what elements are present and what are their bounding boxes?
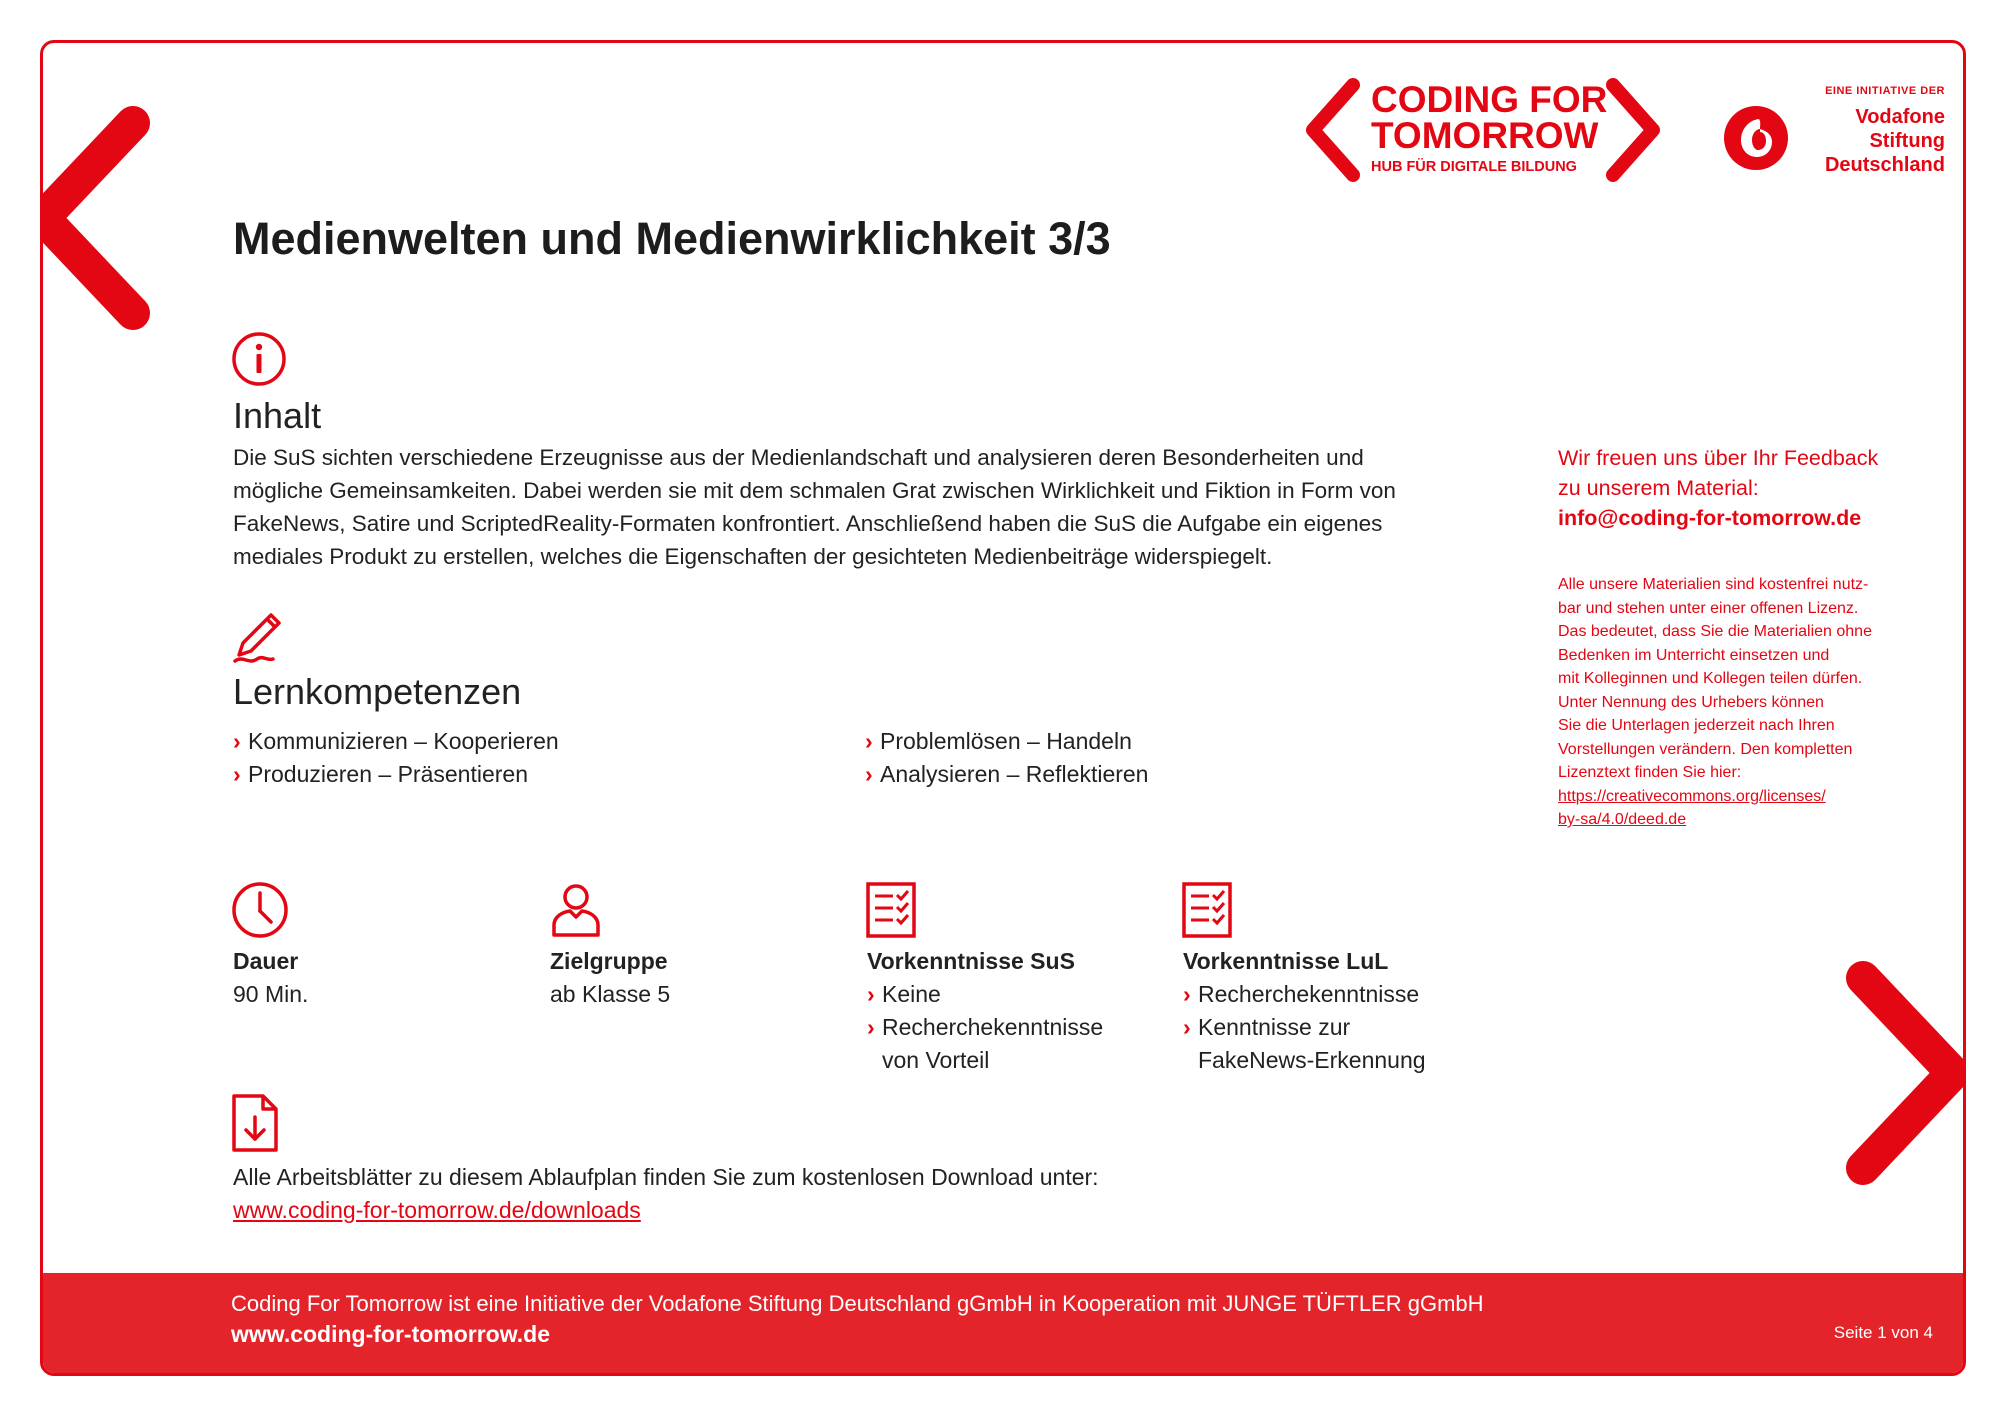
license-line: Alle unsere Materialien sind kostenfrei nutz- [1558,576,1869,593]
sus-label: Vorkenntnisse SuS [867,948,1075,974]
left-chevron-decoration [40,103,163,333]
list-item-continuation: von Vorteil [882,1047,990,1073]
dauer-value: 90 Min. [233,981,309,1007]
vf-line2: Stiftung [1869,130,1945,152]
dauer-block [233,948,308,1011]
feedback-box [1558,443,1898,533]
feedback-email-link[interactable]: info@coding-for-tomorrow.de [1558,506,1862,530]
license-line: Das bedeutet, dass Sie die Materialien ohne [1558,623,1872,640]
chevron-right-icon: › [867,981,875,1007]
logo-right-bracket-icon [1603,75,1663,185]
list-item: › Kommunizieren – Kooperieren [233,725,559,758]
license-line: Bedenken im Unterricht einsetzen und [1558,646,1830,664]
chevron-right-icon: › [233,728,241,754]
footer-initiative-text: Coding For Tomorrow ist eine Initiative der Vodafone Stiftung Deutschland gGmbH in Kooperation mit JUNGE TÜFTLER gGmbH [231,1291,1484,1316]
license-line: Unter Nennung des Urhebers können [1558,693,1824,711]
download-link[interactable]: www.coding-for-tomorrow.de/downloads [233,1197,641,1223]
lul-label: Vorkenntnisse LuL [1183,948,1389,974]
pen-icon [231,603,287,665]
license-line: Sie die Unterlagen jederzeit nach Ihren [1558,717,1835,734]
list-item: › Recherchekenntnisse [867,1011,1103,1044]
logo-line1: CODING FOR [1371,79,1608,120]
right-chevron-decoration [1833,958,1966,1188]
zielgruppe-label: Zielgruppe [550,948,668,974]
chevron-right-icon: › [1183,981,1191,1007]
zielgruppe-block [550,948,670,1011]
logo-line2: TOMORROW [1371,115,1599,156]
zielgruppe-value: ab Klasse 5 [550,981,671,1007]
checklist-icon [1181,881,1233,939]
page-card [40,40,1966,1376]
license-line: Vorstellungen verändern. Den kompletten [1558,740,1853,758]
footer-website-link[interactable]: www.coding-for-tomorrow.de [231,1321,550,1347]
download-text: Alle Arbeitsblätter zu diesem Ablaufplan finden Sie zum kostenlosen Download unter: [233,1164,1099,1190]
inhalt-heading: Inhalt [233,395,322,436]
list-item: › Kenntnisse zur [1183,1011,1426,1044]
checklist-icon [865,881,917,939]
inhalt-text [233,441,1553,573]
feedback-line: zu unserem Material: [1558,476,1759,500]
inhalt-line: Die SuS sichten verschiedene Erzeugnisse aus der Medienlandschaft und analysieren deren Besonderheiten und [233,445,1364,470]
list-item: › Problemlösen – Handeln [865,725,1132,758]
chevron-right-icon: › [865,728,873,754]
license-line: Lizenztext finden Sie hier: [1558,764,1742,781]
person-icon [548,881,604,939]
list-item: › Keine [867,978,1103,1011]
info-icon [231,331,287,387]
inhalt-line: mögliche Gemeinsamkeiten. Dabei werden sie mit dem schmalen Grat zwischen Wirklichkeit und Fiktion in Form von [233,478,1396,503]
vorkenntnisse-sus-block [867,948,1103,1077]
chevron-right-icon: › [233,761,241,787]
vodafone-logo-icon [1723,105,1789,171]
vf-line3: Deutschland [1824,154,1945,176]
license-link[interactable]: https://creativecommons.org/licenses/ [1558,787,1826,805]
chevron-right-icon: › [1183,1014,1191,1040]
inhalt-line: mediales Produkt zu erstellen, welches die Eigenschaften der gesichteten Medienbeiträge widerspiegelt. [233,544,1273,569]
logo-left-bracket-icon [1303,75,1363,185]
license-link[interactable]: by-sa/4.0/deed.de [1558,811,1687,828]
lernkompetenzen-heading: Lernkompetenzen [233,671,522,712]
license-line: mit Kolleginnen und Kollegen teilen dürfen. [1558,670,1863,687]
chevron-right-icon: › [865,761,873,787]
license-line: bar und stehen unter einer offenen Lizenz. [1558,599,1859,617]
feedback-line: Wir freuen uns über Ihr Feedback [1558,446,1879,470]
list-item: › Recherchekenntnisse [1183,978,1426,1011]
logo-subline: HUB FÜR DIGITALE BILDUNG [1371,159,1577,175]
clock-icon [231,881,289,939]
chevron-right-icon: › [867,1014,875,1040]
dauer-label: Dauer [233,948,299,974]
list-item: › Analysieren – Reflektieren [865,758,1148,791]
vf-initiative-label: EINE INITIATIVE DER [1825,85,1945,97]
footer-bar [43,1273,1963,1373]
list-item-continuation: FakeNews-Erkennung [1198,1047,1426,1073]
list-item: › Produzieren – Präsentieren [233,758,528,791]
page-title: Medienwelten und Medienwirklichkeit 3/3 [233,213,1111,264]
page-number: Seite 1 von 4 [1833,1323,1933,1342]
vorkenntnisse-lul-block [1183,948,1426,1077]
coding-for-tomorrow-logo[interactable] [1303,71,1683,191]
inhalt-line: FakeNews, Satire und ScriptedReality-Formaten konfrontiert. Anschließend haben die SuS die Aufgabe ein eigenes [233,511,1383,536]
license-box [1558,573,1898,832]
vf-line1: Vodafone [1855,106,1945,128]
vodafone-stiftung-logo[interactable] [1723,83,1953,203]
download-document-icon [231,1093,279,1153]
